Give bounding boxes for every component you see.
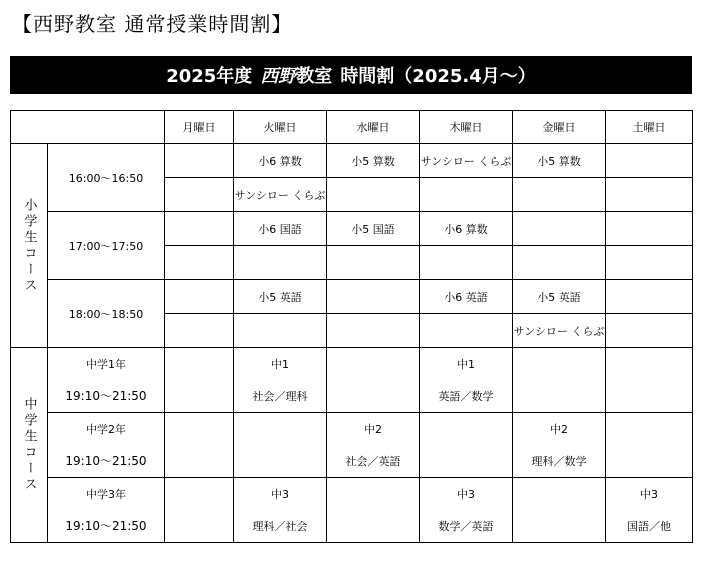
class-cell [165,144,234,178]
day-header: 土曜日 [606,111,693,144]
class-cell: 小6 英語 [420,280,513,314]
class-cell [165,246,234,280]
grade-time: 19:10～21:50 [65,454,147,469]
class-cell [420,348,513,413]
timetable [10,110,693,543]
class-cell [165,178,234,212]
corner-cell [11,111,165,144]
class-cell [234,413,327,478]
grade-cell [48,478,165,543]
grade-label: 中学2年 [86,422,126,436]
table-row [11,212,693,246]
class-cell: 小5 算数 [327,144,420,178]
class-grade: 中3 [457,488,475,501]
day-header: 金曜日 [513,111,606,144]
course-label-text: 小学生コース [21,197,37,294]
class-cell [234,348,327,413]
class-cell [327,348,420,413]
day-header-row [11,111,693,144]
class-cell: 小6 算数 [234,144,327,178]
class-cell [513,246,606,280]
table-row [11,413,693,478]
class-cell [606,280,693,314]
banner-year: 2025年度 [166,66,253,87]
grade-time: 19:10～21:50 [65,389,147,404]
class-cell [327,478,420,543]
banner-school-name: 西野教室 [260,66,333,87]
class-subjects: 社会／理科 [252,390,308,403]
class-cell: サンシロー くらぶ [420,144,513,178]
class-cell: サンシロー くらぶ [513,314,606,348]
course-label-text: 中学生コース [21,397,37,493]
class-cell [606,478,693,543]
grade-label: 中学1年 [86,357,126,371]
class-cell: 小5 英語 [234,280,327,314]
class-cell [513,348,606,413]
class-cell [606,178,693,212]
class-cell [420,246,513,280]
class-cell [165,212,234,246]
course-label-junior [11,348,48,543]
class-cell: サンシロー くらぶ [234,178,327,212]
class-cell [327,178,420,212]
class-cell: 小5 英語 [513,280,606,314]
class-cell [513,413,606,478]
class-cell: 小5 算数 [513,144,606,178]
class-subjects: 理科／数学 [531,455,587,468]
class-cell [606,144,693,178]
class-cell [606,314,693,348]
title-banner [10,56,692,94]
class-cell [165,478,234,543]
class-cell [234,478,327,543]
class-cell [420,478,513,543]
class-cell [606,246,693,280]
class-subjects: 英語／数学 [438,390,494,403]
class-subjects: 国語／他 [627,520,671,533]
class-cell [420,314,513,348]
class-subjects: 数学／英語 [438,520,494,533]
time-slot: 16:00～16:50 [48,144,165,212]
class-grade: 中3 [640,488,658,501]
class-grade: 中3 [271,488,289,501]
class-cell [420,413,513,478]
class-cell [234,246,327,280]
course-label-elementary [11,144,48,348]
table-row [11,348,693,413]
class-cell [165,280,234,314]
class-cell: 小6 国語 [234,212,327,246]
class-grade: 中1 [271,358,289,371]
class-cell [513,178,606,212]
day-header: 火曜日 [234,111,327,144]
class-cell [513,478,606,543]
class-cell [606,348,693,413]
grade-time: 19:10～21:50 [65,519,147,534]
class-cell: 小5 国語 [327,212,420,246]
banner-subtitle: 時間割（2025.4月～） [340,66,536,87]
class-cell [327,246,420,280]
class-cell [165,413,234,478]
class-grade: 中2 [550,423,568,436]
grade-cell [48,348,165,413]
day-header: 月曜日 [165,111,234,144]
time-slot: 18:00～18:50 [48,280,165,348]
day-header: 木曜日 [420,111,513,144]
class-cell [513,212,606,246]
class-cell [165,348,234,413]
table-row [11,144,693,178]
class-cell [165,314,234,348]
table-row [11,478,693,543]
class-subjects: 理科／社会 [252,520,308,533]
class-cell: 小6 算数 [420,212,513,246]
class-cell [327,280,420,314]
class-cell [606,212,693,246]
class-cell [420,178,513,212]
grade-label: 中学3年 [86,487,126,501]
class-cell [327,413,420,478]
time-slot: 17:00～17:50 [48,212,165,280]
grade-cell [48,413,165,478]
day-header: 水曜日 [327,111,420,144]
class-grade: 中2 [364,423,382,436]
class-cell [606,413,693,478]
class-cell [327,314,420,348]
table-row [11,280,693,314]
class-grade: 中1 [457,358,475,371]
class-cell [234,314,327,348]
page-heading: 【西野教室 通常授業時間割】 [12,12,293,36]
class-subjects: 社会／英語 [345,455,401,468]
